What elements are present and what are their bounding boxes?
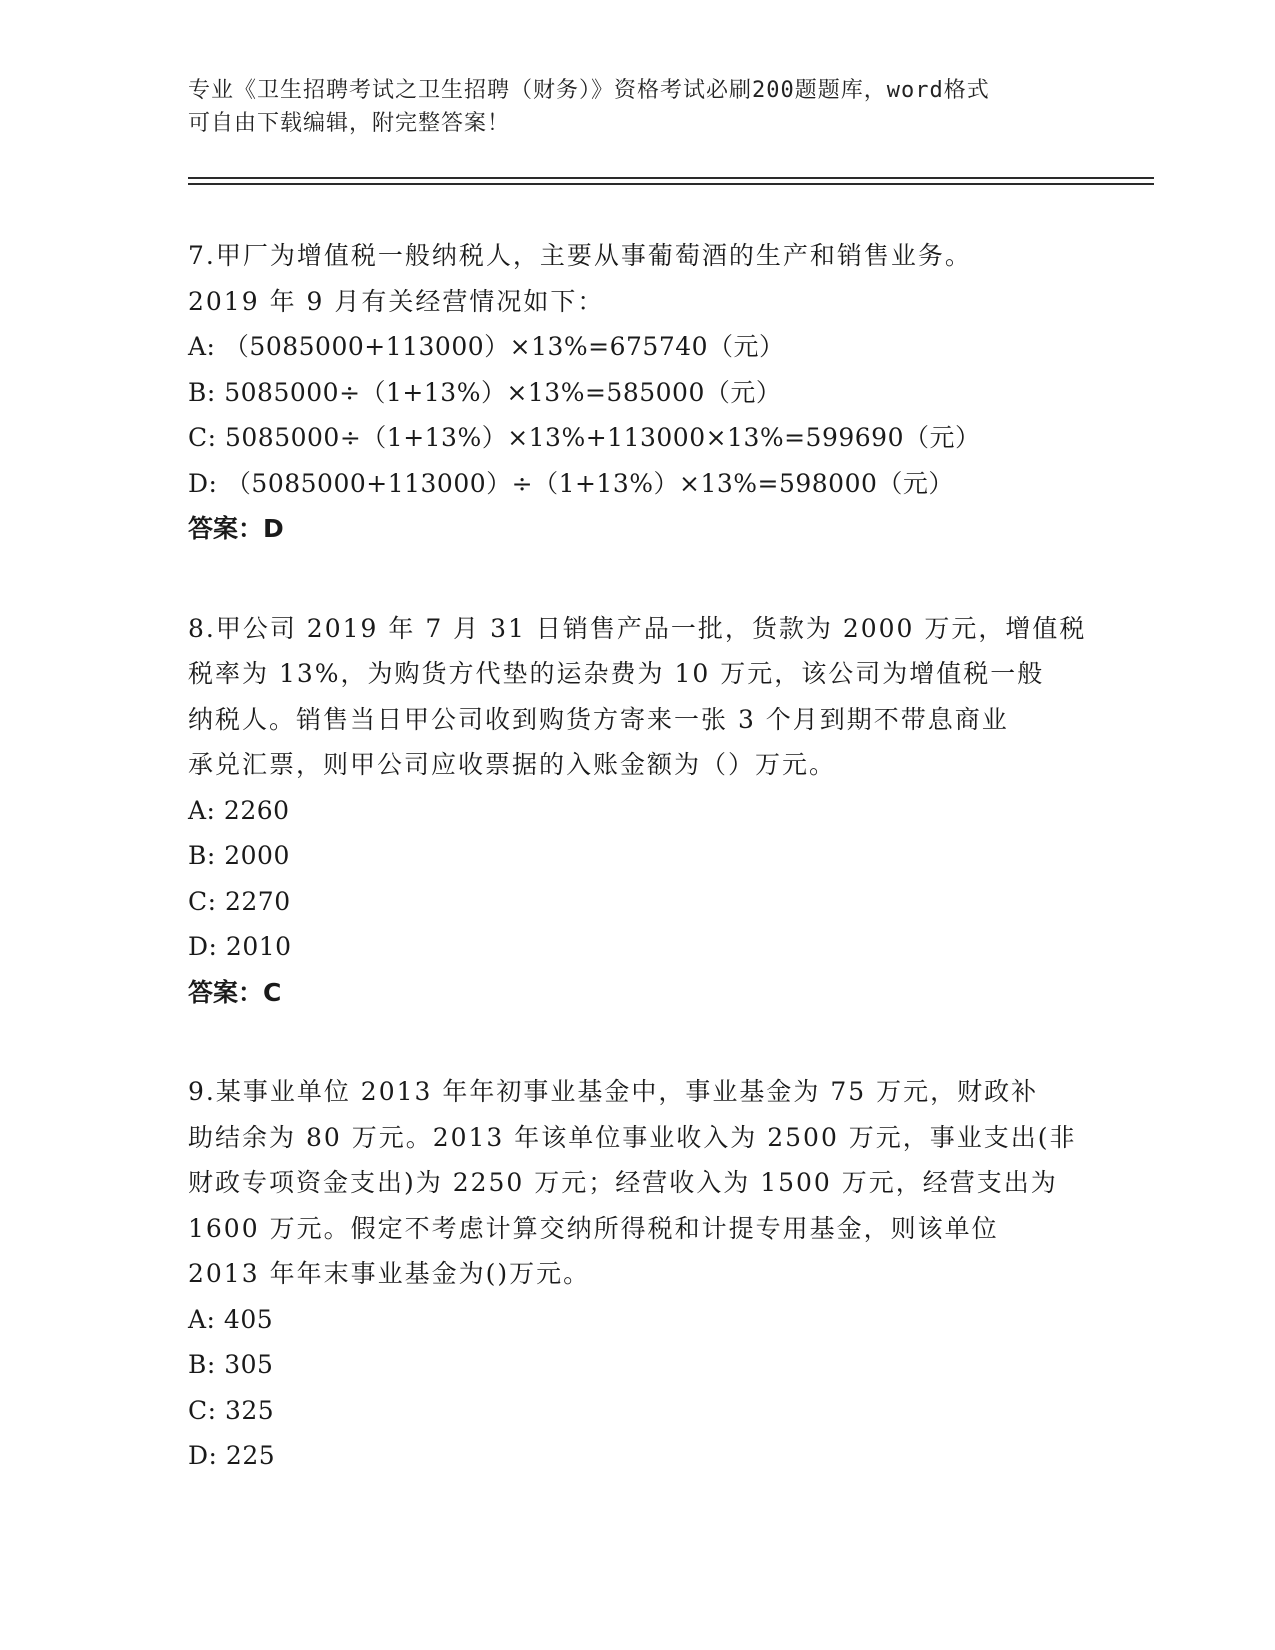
header-line-2: 可自由下载编辑，附完整答案！: [188, 111, 511, 136]
question-text-line: 8.甲公司 2019 年 7 月 31 日销售产品一批，货款为 2000 万元，增值税: [188, 613, 1087, 643]
question-text-line: 承兑汇票，则甲公司应收票据的入账金额为（）万元。: [188, 750, 837, 779]
option-a: A: 405: [188, 1304, 274, 1334]
question-text-line: 2019 年 9 月有关经营情况如下：: [188, 286, 605, 316]
header-divider-bottom: [188, 183, 1154, 185]
question-text-line: 1600 万元。假定不考虑计算交纳所得税和计提专用基金，则该单位: [188, 1213, 999, 1243]
header-divider-top: [188, 177, 1154, 179]
question-text-line: 纳税人。销售当日甲公司收到购货方寄来一张 3 个月到期不带息商业: [188, 704, 1009, 734]
option-c: C: 2270: [188, 886, 291, 916]
option-d: D: （5085000+113000）÷（1+13%）×13%=598000（元）: [188, 468, 954, 498]
question-text-line: 助结余为 80 万元。2013 年该单位事业收入为 2500 万元，事业支出(非: [188, 1122, 1077, 1152]
question-9: [188, 1069, 1088, 1479]
question-text-line: 7.甲厂为增值税一般纳税人，主要从事葡萄酒的生产和销售业务。: [188, 241, 972, 270]
option-b: B: 305: [188, 1350, 274, 1379]
option-c: C: 325: [188, 1395, 275, 1425]
option-b: B: 2000: [188, 841, 290, 870]
question-text-line: 9.某事业单位 2013 年年初事业基金中，事业基金为 75 万元，财政补: [188, 1077, 1039, 1106]
question-text-line: 财政专项资金支出)为 2250 万元；经营收入为 1500 万元，经营支出为: [188, 1168, 1058, 1197]
question-8: [188, 606, 1088, 1016]
document-header: [188, 74, 1068, 140]
question-7: [188, 233, 1088, 552]
option-a: A: （5085000+113000）×13%=675740（元）: [188, 332, 785, 361]
question-list: [188, 233, 1088, 1533]
option-a: A: 2260: [188, 795, 290, 825]
question-text-line: 2013 年年末事业基金为()万元。: [188, 1259, 591, 1288]
question-text-line: 税率为 13%，为购货方代垫的运杂费为 10 万元，该公司为增值税一般: [188, 659, 1045, 688]
option-d: D: 225: [188, 1441, 276, 1470]
header-line-1: 专业《卫生招聘考试之卫生招聘（财务）》资格考试必刷200题题库，word格式: [188, 78, 990, 103]
option-c: C: 5085000÷（1+13%）×13%+113000×13%=599690（元）: [188, 423, 981, 452]
answer-label: 答案：D: [188, 514, 284, 543]
option-d: D: 2010: [188, 932, 292, 961]
answer-label: 答案：C: [188, 977, 282, 1007]
option-b: B: 5085000÷（1+13%）×13%=585000（元）: [188, 377, 782, 407]
